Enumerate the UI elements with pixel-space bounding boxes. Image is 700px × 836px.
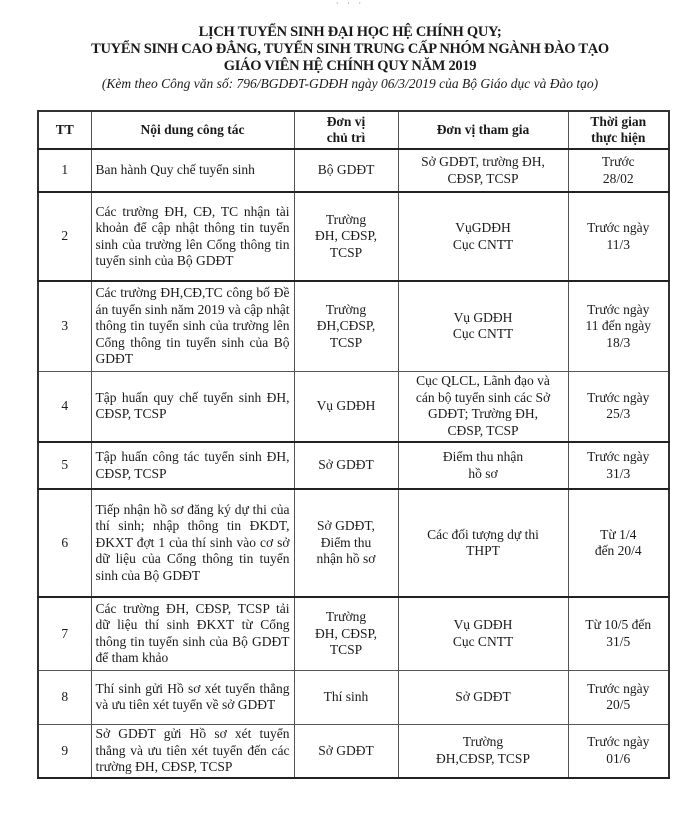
- cell-content: Sở GDĐT gửi Hồ sơ xét tuyển thẳng và ưu tiên xét tuyển đến các trường ĐH, CĐSP, TCSP: [91, 724, 294, 778]
- cell-participants: Các đối tượng dự thi THPT: [398, 489, 568, 597]
- document-header: [0, 24, 700, 92]
- cell-participants: Vụ GDĐH Cục CNTT: [398, 597, 568, 670]
- cell-time: Trước ngày 11/3: [568, 192, 669, 281]
- cell-host: Sở GDĐT, Điểm thu nhận hồ sơ: [294, 489, 398, 597]
- cell-content: Ban hành Quy chế tuyển sinh: [91, 149, 294, 192]
- page-top-mark: · · ·: [335, 0, 365, 8]
- cell-host: Trường ĐH, CĐSP, TCSP: [294, 192, 398, 281]
- header-time: Thời gian thực hiện: [568, 111, 669, 149]
- cell-host: Sở GDĐT: [294, 442, 398, 489]
- header-tt: TT: [38, 111, 91, 149]
- table-row: [38, 192, 669, 281]
- cell-tt: 6: [38, 489, 91, 597]
- cell-content: Các trường ĐH,CĐ,TC công bố Đề án tuyển sinh năm 2019 và cập nhật thông tin tuyển sinh của trường lên Cổng thông tin tuyển sinh của Bộ GDĐT: [91, 281, 294, 371]
- cell-content: Tiếp nhận hồ sơ đăng ký dự thi của thí sinh; nhập thông tin ĐKDT, ĐKXT đợt 1 của thí sinh vào cơ sở dữ liệu của Cổng thông tin tuyển sinh của Bộ GDĐT: [91, 489, 294, 597]
- header-host: Đơn vị chủ trì: [294, 111, 398, 149]
- table-row: [38, 597, 669, 670]
- cell-time: Trước ngày 31/3: [568, 442, 669, 489]
- cell-time: Trước ngày 01/6: [568, 724, 669, 778]
- cell-time: Từ 1/4 đến 20/4: [568, 489, 669, 597]
- cell-participants: Vụ GDĐH Cục CNTT: [398, 281, 568, 371]
- cell-time: Trước 28/02: [568, 149, 669, 192]
- cell-time: Từ 10/5 đến 31/5: [568, 597, 669, 670]
- cell-tt: 2: [38, 192, 91, 281]
- title-line-1: LỊCH TUYỂN SINH ĐẠI HỌC HỆ CHÍNH QUY;: [198, 24, 502, 40]
- cell-host: Thí sinh: [294, 670, 398, 724]
- cell-tt: 3: [38, 281, 91, 371]
- cell-tt: 5: [38, 442, 91, 489]
- document-subtitle: (Kèm theo Công văn số: 796/BGDĐT-GDĐH ngày 06/3/2019 của Bộ Giáo dục và Đào tạo): [101, 76, 599, 91]
- cell-content: Các trường ĐH, CĐSP, TCSP tải dữ liệu thí sinh ĐKXT từ Cổng thông tin tuyển sinh của Bộ GDĐT để tham khảo: [91, 597, 294, 670]
- cell-host: Vụ GDĐH: [294, 371, 398, 442]
- table-header-row: [38, 111, 669, 149]
- cell-host: Trường ĐH,CĐSP, TCSP: [294, 281, 398, 371]
- cell-host: Sở GDĐT: [294, 724, 398, 778]
- cell-tt: 1: [38, 149, 91, 192]
- cell-tt: 7: [38, 597, 91, 670]
- table-row: [38, 724, 669, 778]
- cell-participants: VụGDĐH Cục CNTT: [398, 192, 568, 281]
- title-line-2: TUYỂN SINH CAO ĐẲNG, TUYỂN SINH TRUNG CẤP NHÓM NGÀNH ĐÀO TẠO: [91, 41, 609, 57]
- header-participants: Đơn vị tham gia: [398, 111, 568, 149]
- header-content: Nội dung công tác: [91, 111, 294, 149]
- title-line-3: GIÁO VIÊN HỆ CHÍNH QUY NĂM 2019: [223, 58, 477, 74]
- cell-time: Trước ngày 25/3: [568, 371, 669, 442]
- table-row: [38, 670, 669, 724]
- cell-tt: 9: [38, 724, 91, 778]
- cell-participants: Điểm thu nhận hồ sơ: [398, 442, 568, 489]
- table-row: [38, 149, 669, 192]
- cell-time: Trước ngày 11 đến ngày 18/3: [568, 281, 669, 371]
- table-row: [38, 371, 669, 442]
- cell-host: Bộ GDĐT: [294, 149, 398, 192]
- cell-content: Tập huấn công tác tuyển sinh ĐH, CĐSP, TCSP: [91, 442, 294, 489]
- cell-content: Các trường ĐH, CĐ, TC nhận tài khoản để cập nhật thông tin tuyển sinh của trường lên Cổng thông tin tuyển sinh của Bộ GDĐT: [91, 192, 294, 281]
- cell-participants: Sở GDĐT: [398, 670, 568, 724]
- cell-time: Trước ngày 20/5: [568, 670, 669, 724]
- cell-tt: 4: [38, 371, 91, 442]
- cell-content: Tập huấn quy chế tuyển sinh ĐH, CĐSP, TCSP: [91, 371, 294, 442]
- table-row: [38, 489, 669, 597]
- cell-host: Trường ĐH, CĐSP, TCSP: [294, 597, 398, 670]
- cell-participants: Trường ĐH,CĐSP, TCSP: [398, 724, 568, 778]
- schedule-table: [37, 110, 670, 779]
- cell-participants: Cục QLCL, Lãnh đạo và cán bộ tuyển sinh các Sở GDĐT; Trường ĐH, CĐSP, TCSP: [398, 371, 568, 442]
- cell-content: Thí sinh gửi Hồ sơ xét tuyển thẳng và ưu tiên xét tuyển về sở GDĐT: [91, 670, 294, 724]
- cell-participants: Sở GDĐT, trường ĐH, CĐSP, TCSP: [398, 149, 568, 192]
- table-row: [38, 442, 669, 489]
- cell-tt: 8: [38, 670, 91, 724]
- table-row: [38, 281, 669, 371]
